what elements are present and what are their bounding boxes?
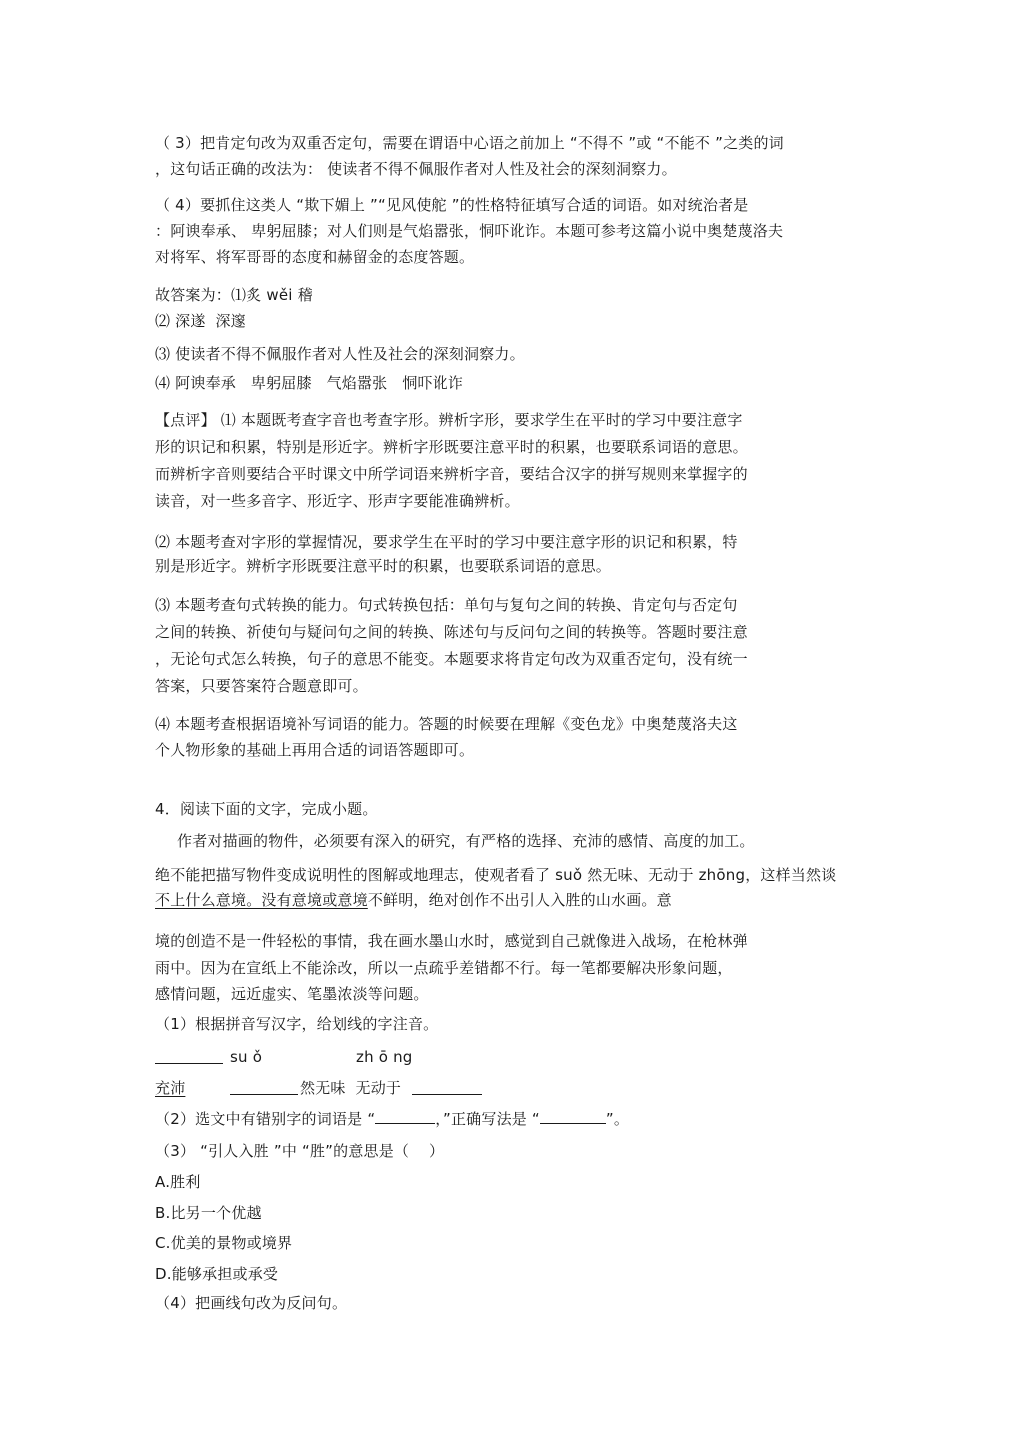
comment-p3-line-4: 答案，只要答案符合题意即可。: [155, 677, 368, 695]
comment-p1-line-1: 【点评】 ⑴ 本题既考查字音也考查字形。辨析字形，要求学生在平时的学习中要注意字: [155, 411, 743, 429]
sub-question-2-part-c: ”。: [605, 1110, 630, 1128]
passage-line-6: 感情问题，远近虚实、笔墨浓淡等问题。: [155, 985, 429, 1003]
answer-blank-2[interactable]: [230, 1080, 298, 1095]
question-4-title: 4．阅读下面的文字，完成小题。: [155, 800, 378, 818]
sub-question-2-part-b: ，”正确写法是 “: [435, 1110, 540, 1128]
option-b[interactable]: B.比另一个优越: [155, 1204, 262, 1222]
comment-p3-line-2: 之间的转换、祈使句与疑问句之间的转换、陈述句与反问句之间的转换等。答题时要注意: [155, 623, 748, 641]
comment-p1-line-2: 形的识记和积累，特别是形近字。辨析字形既要注意平时的积累，也要联系词语的意思。: [155, 438, 748, 456]
sub-question-1: （1）根据拼音写汉字，给划线的字注音。: [155, 1015, 439, 1033]
answer-line-4: ⑷ 阿谀奉承 卑躬屈膝 气焰嚣张 恫吓讹诈: [155, 374, 464, 392]
analysis-4-line-1: （ 4）要抓住这类人 “欺下媚上 ”“见风使舵 ”的性格特征填写合适的词语。如对统治者是: [155, 196, 749, 214]
word-chongpei-text: 充沛: [155, 1079, 186, 1097]
answer-line-3: ⑶ 使读者不得不佩服作者对人性及社会的深刻洞察力。: [155, 345, 525, 363]
comment-p4-line-2: 个人物形象的基础上再用合适的词语答题即可。: [155, 741, 475, 759]
underlined-sentence: 不上什么意境。没有意境或意境: [155, 891, 368, 909]
passage-line-3-rest: 不鲜明，绝对创作不出引人入胜的山水画。意: [367, 891, 672, 909]
word-ranwuwei: 然无味 无动于: [300, 1079, 402, 1097]
answer-blank-5[interactable]: [540, 1109, 606, 1124]
comment-p3-line-3: ，无论句式怎么转换，句子的意思不能变。本题要求将肯定句改为双重否定句，没有统一: [155, 650, 748, 668]
sub-question-4: （4）把画线句改为反问句。: [155, 1294, 348, 1312]
option-c[interactable]: C.优美的景物或境界: [155, 1234, 293, 1252]
analysis-3-line-1: （ 3）把肯定句改为双重否定句，需要在谓语中心语之前加上 “不得不 ”或 “不能不 ”之类的词: [155, 134, 784, 152]
pinyin-zhong: zh ō ng: [356, 1048, 413, 1066]
comment-p1-line-3: 而辨析字音则要结合平时课文中所学词语来辨析字音，要结合汉字的拼写规则来掌握字的: [155, 465, 748, 483]
word-chongpei: [155, 1078, 185, 1098]
answer-blank-4[interactable]: [375, 1109, 435, 1124]
comment-p4-line-1: ⑷ 本题考查根据语境补写词语的能力。答题的时候要在理解《变色龙》中奥楚蔑洛夫这: [155, 715, 738, 733]
passage-line-1: 作者对描画的物件，必须要有深入的研究，有严格的选择、充沛的感情、高度的加工。: [177, 832, 755, 850]
comment-p3-line-1: ⑶ 本题考查句式转换的能力。句式转换包括：单句与复句之间的转换、肯定句与否定句: [155, 596, 738, 614]
option-a[interactable]: A.胜利: [155, 1173, 201, 1191]
answer-blank-1[interactable]: [155, 1049, 223, 1064]
answer-line-1: 故答案为：⑴炙 wěi 稽: [155, 286, 313, 304]
passage-line-5: 雨中。因为在宣纸上不能涂改，所以一点疏乎差错都不行。每一笔都要解决形象问题，: [155, 959, 733, 977]
passage-line-3: [155, 890, 672, 910]
analysis-4-line-2: ：阿谀奉承、 卑躬屈膝；对人们则是气焰嚣张，恫吓讹诈。本题可参考这篇小说中奥楚蔑洛夫: [155, 222, 784, 240]
comment-p2-line-1: ⑵ 本题考查对字形的掌握情况，要求学生在平时的学习中要注意字形的识记和积累，特: [155, 533, 738, 551]
sub-question-2-part-a: （2）选文中有错别字的词语是 “: [155, 1110, 376, 1128]
answer-line-2: ⑵ 深遂 深邃: [155, 312, 246, 330]
comment-p2-line-2: 别是形近字。辨析字形既要注意平时的积累，也要联系词语的意思。: [155, 557, 612, 575]
pinyin-suo: su ǒ: [230, 1048, 263, 1066]
answer-blank-3[interactable]: [412, 1080, 482, 1095]
analysis-3-line-2: ，这句话正确的改法为： 使读者不得不佩服作者对人性及社会的深刻洞察力。: [155, 160, 677, 178]
passage-line-4: 境的创造不是一件轻松的事情，我在画水墨山水时，感觉到自己就像进入战场，在枪林弹: [155, 932, 748, 950]
option-d[interactable]: D.能够承担或承受: [155, 1265, 279, 1283]
sub-question-2: [155, 1109, 629, 1129]
analysis-4-line-3: 对将军、将军哥哥的态度和赫留金的态度答题。: [155, 248, 475, 266]
sub-question-3: （3） “引人入胜 ”中 “胜”的意思是（ ）: [155, 1142, 445, 1160]
comment-p1-line-4: 读音，对一些多音字、形近字、形声字要能准确辨析。: [155, 492, 520, 510]
passage-line-2: 绝不能把描写物件变成说明性的图解或地理志，使观者看了 suǒ 然无味、无动于 zhōng，这样当然谈: [155, 866, 837, 884]
